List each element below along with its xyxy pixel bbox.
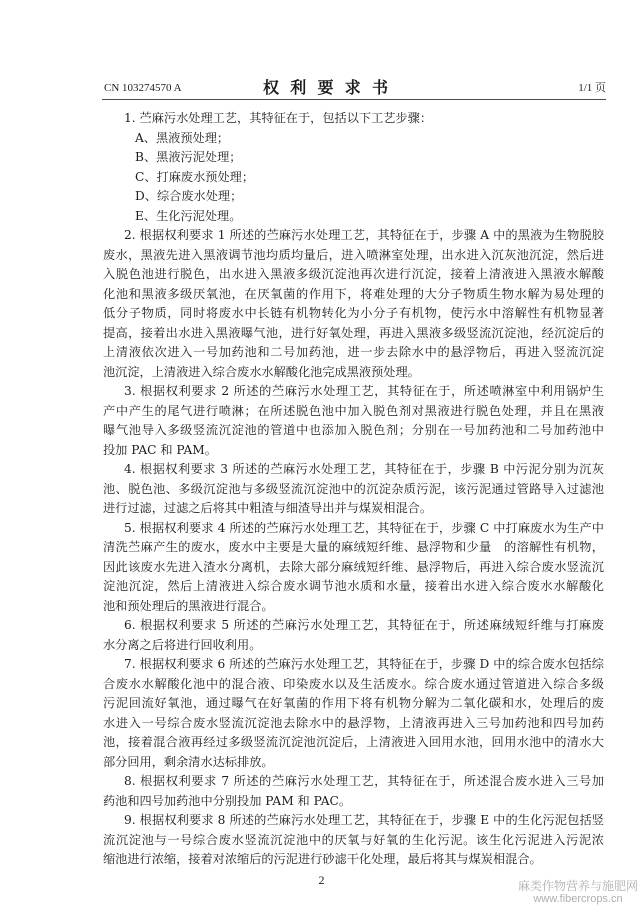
page-count: 1/1 页: [578, 82, 606, 94]
claim-line: 5. 根据权利要求 4 所述的苎麻污水处理工艺，其特征在于，步骤 C 中打麻废水为生产中: [124, 520, 604, 535]
claim-1: [103, 109, 604, 226]
claim-line: 缩池进行浓缩，接着对浓缩后的污泥进行砂滤干化处理，最后将其与煤炭相混合。: [103, 852, 542, 866]
claim-step: E、生化污泥处理。: [135, 208, 242, 223]
claim-line: 3. 根据权利要求 2 所述的苎麻污水处理工艺，其特征在于，所述喷淋室中利用锅炉生: [124, 384, 604, 398]
header-rule: [102, 99, 606, 100]
claim-line: 淀池沉淀，然后上清液进入综合废水调节池水质和水量，接着出水进入综合废水水解酸化: [103, 579, 604, 593]
claim-line: 流沉淀池与一号综合废水竖流沉淀池中的厌氧与好氧的生化污泥。该生化污泥进入污泥浓: [103, 832, 604, 847]
claim-line: 合废水水解酸化池中的混合液、印染废水以及生活废水。综合废水通过管道进入综合多级: [103, 676, 604, 691]
claim-step: C、打麻废水预处理；: [135, 169, 255, 184]
claim-line: 池沉淀，上清液进入综合废水水解酸化池完成黑液预处理。: [103, 364, 420, 379]
claim-3: [103, 382, 604, 460]
claim-line: 废水，黑液先进入黑液调节池均质均量后，进入喷淋室处理，出水进入沉灰池沉淀，然后进: [103, 247, 604, 262]
claim-line: 池、脱色池、多级沉淀池与多级竖流沉淀池中的沉淀杂质污泥，该污泥通过管路导入过滤池: [103, 481, 604, 496]
claim-line: 9. 根据权利要求 8 所述的苎麻污水处理工艺，其特征在于，步骤 E 中的生化污泥包括竖: [124, 813, 604, 827]
claim-line: 化池和黑液多级厌氧池，在厌氧菌的作用下，将难处理的大分子物质生物水解为易处理的: [103, 286, 604, 301]
claim-5: [103, 519, 604, 617]
claim-line: 部分回用，剩余清水达标排放。: [103, 754, 274, 769]
claim-4: [103, 460, 604, 519]
claim-line: 入脱色池进行脱色，出水进入黑液多级沉淀池再次进行沉淀，接着上清液进入黑液水解酸: [103, 267, 604, 281]
claim-line: 污泥回流好氧池，通过曝气在好氧菌的作用下将有机物分解为二氧化碳和水，处理后的废: [103, 696, 604, 710]
claim-line: 提高，接着出水进入黑液曝气池，进行好氧处理，再进入黑液多级竖流沉淀池，经沉淀后的: [103, 325, 604, 340]
claim-9: [103, 811, 604, 870]
claim-line: 药池和四号加药池中分别投加 PAM 和 PAC。: [103, 793, 352, 808]
watermark-site-name: 麻类作物营养与施肥网: [517, 879, 638, 893]
claim-line: 2. 根据权利要求 1 所述的苎麻污水处理工艺，其特征在于，步骤 A 中的黑液为生物脱胶: [124, 228, 604, 242]
claim-line: 低分子物质，同时将废水中长链有机物转化为小分子有机物，使污水中溶解性有机物显著: [103, 306, 604, 320]
claim-2: [103, 226, 604, 382]
claim-line: 6. 根据权利要求 5 所述的苎麻污水处理工艺，其特征在于，所述麻绒短纤维与打麻废: [124, 618, 604, 632]
claim-step: A、黑液预处理；: [135, 130, 230, 145]
claim-line: 池，接着混合液再经过多级竖流沉淀池沉淀后，上清液进入回用水池，回用水池中的清水大: [103, 735, 604, 749]
claim-6: [103, 616, 604, 655]
publication-number: CN 103274570 A: [104, 82, 182, 94]
claim-8: [103, 772, 604, 811]
claim-line: 水进入一号综合废水竖流沉淀池去除水中的悬浮物，上清液再进入三号加药池和四号加药: [103, 715, 604, 730]
claim-line: 曝气池导入多级竖流沉淀池的管道中也添加入脱色剂；分别在一号加药池和二号加药池中: [103, 423, 604, 437]
watermark-url: www.fibercrops.cn: [533, 893, 623, 905]
claim-line: 产中产生的尾气进行喷淋；在所述脱色池中加入脱色剂对黑液进行脱色处理，并且在黑液: [103, 403, 604, 418]
claim-line: 8. 根据权利要求 7 所述的苎麻污水处理工艺，其特征在于，所述混合废水进入三号加: [124, 774, 604, 788]
page-number: 2: [318, 873, 325, 887]
claim-7: [103, 655, 604, 772]
claim-line: 池和预处理后的黑液进行混合。: [103, 598, 274, 613]
claim-line: 水分离之后将进行回收利用。: [103, 637, 262, 652]
claim-line: 因此该废水先进入渣水分离机，去除大部分麻绒短纤维、悬浮物后，再进入综合废水竖流沉: [103, 559, 604, 574]
section-title: 权利要求书: [263, 78, 400, 97]
claim-line: 上清液依次进入一号加药池和二号加药池，进一步去除水中的悬浮物后，再进入竖流沉淀: [103, 345, 604, 359]
claim-step: D、综合废水处理；: [135, 189, 243, 203]
claim-line: 清洗苎麻产生的废水，废水中主要是大量的麻绒短纤维、悬浮物和少量 的溶解性有机物，: [103, 540, 604, 554]
claim-step: B、黑液污泥处理；: [135, 150, 242, 164]
claim-line: 1. 苎麻污水处理工艺，其特征在于，包括以下工艺步骤：: [124, 111, 433, 125]
claims-body: [103, 109, 604, 870]
claim-line: 4. 根据权利要求 3 所述的苎麻污水处理工艺，其特征在于，步骤 B 中污泥分别为沉灰: [124, 462, 604, 476]
watermark: [516, 879, 640, 906]
claim-line: 投加 PAC 和 PAM。: [103, 442, 217, 457]
claim-line: 进行过滤，过滤之后将其中粗渣与细渣导出并与煤炭相混合。: [103, 501, 433, 515]
claim-line: 7. 根据权利要求 6 所述的苎麻污水处理工艺，其特征在于，步骤 D 中的综合废水包括综: [124, 657, 604, 671]
